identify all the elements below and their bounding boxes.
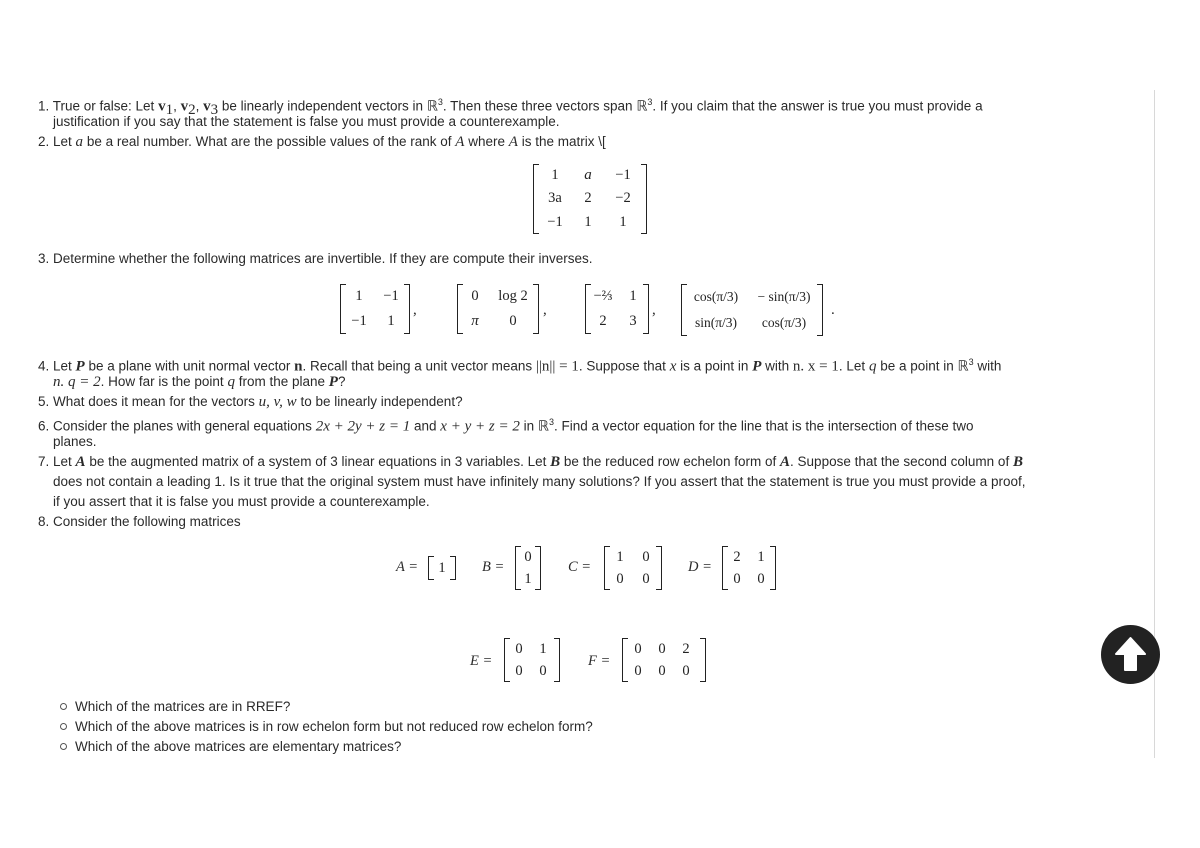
matrix-f-label: F = [588, 653, 611, 669]
subquestion-item: Which of the matrices are in RREF? [60, 698, 290, 716]
question-1-line-2: justification if you say that the statement is false you must provide a counterexample. [53, 114, 560, 129]
rotation-matrix: cos(π/3) − sin(π/3) sin(π/3) cos(π/3) [681, 284, 823, 336]
question-6-line-2: planes. [53, 434, 97, 449]
arrow-up-icon [1101, 625, 1160, 684]
question-7: 7. Let A be the augmented matrix of a system of 3 linear equations in 3 variables. Let B be the reduced row echelon form of A. Suppose that the second column of B [38, 454, 1023, 470]
question-1: 1. True or false: Let $v_1$, $v_2$, $v_3$ be linearly independent vectors in ℝ$^3$. Then these three vectors span ℝ$^3$. If you claim that the answer is true you must provide a [38, 97, 983, 119]
question-7-line-3: if you assert that it is false you must provide a counterexample. [53, 494, 430, 509]
subquestion-item: Which of the above matrices are elementary matrices? [60, 738, 401, 756]
scroll-to-top-button[interactable] [1101, 625, 1160, 684]
matrix-d: 2 1 0 0 [722, 546, 776, 590]
period: . [831, 302, 835, 318]
question-5: 5. What does it mean for the vectors u, v, w to be linearly independent? [38, 394, 463, 410]
matrix-e-label: E = [470, 653, 493, 669]
invertible-matrix-3: −⅔ 1 2 3 [585, 284, 649, 334]
question-4-line-2: n. q = 2. How far is the point q from the plane P? [53, 374, 346, 390]
question-6: 6. Consider the planes with general equations 2x + 2y + z = 1 and x + y + z = 2 in ℝ$^3$. Find a vector equation for the line that is the intersection of these two [38, 417, 974, 435]
comma: , [413, 302, 417, 318]
matrix-b-label: B = [482, 559, 505, 575]
invertible-matrix-1: 1 −1 −1 1 [340, 284, 410, 334]
matrix-c: 1 0 0 0 [604, 546, 662, 590]
matrix-d-label: D = [688, 559, 712, 575]
comma: , [652, 302, 656, 318]
bullet-icon [60, 703, 67, 710]
matrix-a-label: A = [396, 559, 419, 575]
matrix-rank-question: 1 a −1 3a 2 −2 −1 1 1 [533, 164, 647, 234]
invertible-matrix-2: 0 log 2 π 0 [457, 284, 539, 334]
bullet-icon [60, 723, 67, 730]
subquestion-item: Which of the above matrices is in row echelon form but not reduced row echelon form? [60, 718, 593, 736]
matrix-a: 1 [428, 556, 456, 580]
question-3: 3. Determine whether the following matrices are invertible. If they are compute their inverses. [38, 251, 593, 266]
question-4: 4. Let P be a plane with unit normal vector n. Recall that being a unit vector means ||n|| = 1. Suppose that x is a point in P with n. x = 1. Let q be a point in ℝ$^3$ with [38, 357, 1002, 375]
matrix-e: 0 1 0 0 [504, 638, 560, 682]
matrix-c-label: C = [568, 559, 592, 575]
question-2: 2. Let a be a real number. What are the possible values of the rank of A where A is the matrix \[ [38, 134, 606, 150]
question-7-line-2: does not contain a leading 1. Is it true that the original system must have infinitely many solutions? If you assert that the statement is true you must provide a proof, [53, 474, 1026, 489]
question-8: 8. Consider the following matrices [38, 514, 241, 529]
bullet-icon [60, 743, 67, 750]
comma: , [543, 302, 547, 318]
matrix-b: 0 1 [515, 546, 541, 590]
matrix-f: 0 0 2 0 0 0 [622, 638, 706, 682]
